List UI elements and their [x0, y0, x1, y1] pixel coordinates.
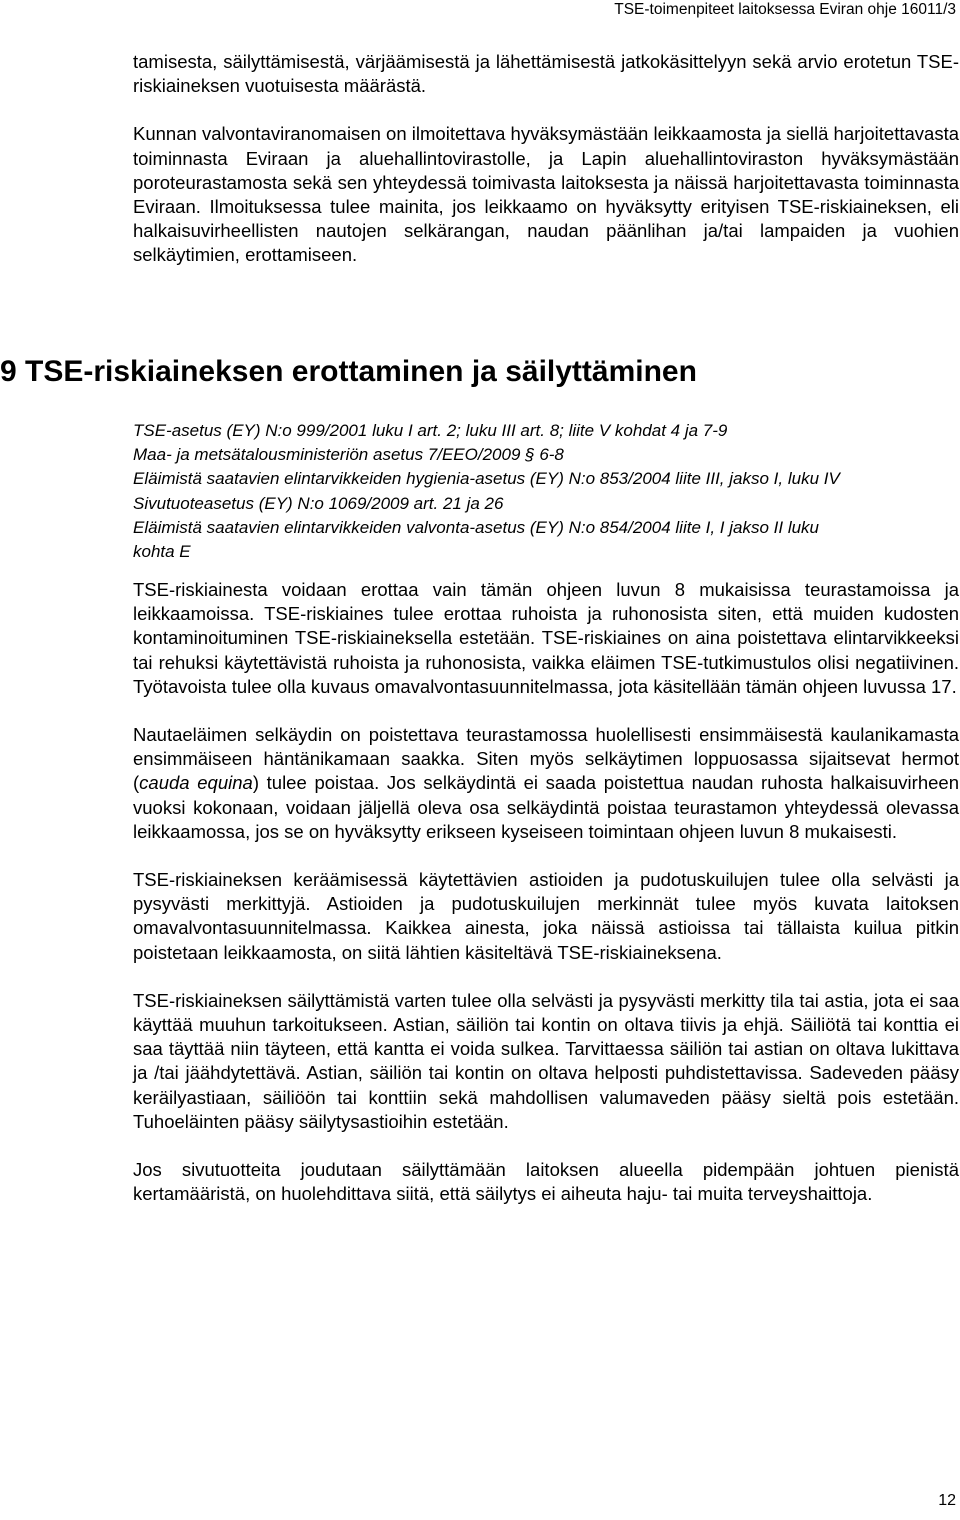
reference-line: Sivutuoteasetus (EY) N:o 1069/2009 art. 21 ja 26 [133, 493, 504, 513]
paragraph-storage: TSE-riskiaineksen säilyttämistä varten tulee olla selvästi ja pysyvästi merkitty tila tai astia, jota ei saa käyttää muuhun tarkoitukseen. Astian, säiliön tai kontin on oltava tiivis ja ehjä. Säiliötä tai konttia ei saa täyttää niin täyteen, että kantta ei voida sulkea. Tarvittaessa säiliön tai astian on oltava lukittava ja /tai jäähdytettävä. Astian, säiliön tai kontin on oltava helposti puhdistettavissa. Sadeveden pääsy keräilyastiaan, säiliöön tai konttiin sekä mahdollisen valumaveden pääsy sieltä pois estetään. Tuhoeläinten pääsy säilytysastioihin estetään. [133, 989, 959, 1132]
latin-term: cauda equina [139, 772, 253, 794]
paragraph-spinal-cord-start: Nautaeläimen selkäydin on poistettava teurastamossa huolellisesti ensimmäisestä kaulanikamasta ensimmäiseen häntänikamaan saakka. Siten myös selkäytimen loppuosassa sijaitsevat hermot ( [133, 724, 959, 794]
reference-line: Eläimistä saatavien elintarvikkeiden valvonta-asetus (EY) N:o 854/2004 liite I, I jakso II luku [133, 517, 820, 537]
paragraph-separation: TSE-riskiainesta voidaan erottaa vain tämän ohjeen luvun 8 mukaisissa teurastamoissa ja leikkaamoissa. TSE-riskiaines tulee erottaa ruhoista ja ruhonosista siten, että muiden kudosten kontaminoituminen TSE-riskiaineksella estetään. TSE-riskiaines on aina poistettava elintarvikkeeksi tai rehuksi käytettävistä ruhoista ja ruhonosista, vaikka eläimen TSE-tutkimustulos olisi negatiivinen. Työtavoista tulee olla kuvaus omavalvontasuunnitelmassa, jota käsitellään tämän ohjeen luvussa 17. [133, 579, 959, 697]
running-header: TSE-toimenpiteet laitoksessa Eviran ohje 16011/3 [614, 1, 956, 18]
intro-paragraph-1: tamisesta, säilyttämisestä, värjäämisestä ja lähettämisestä jatkokäsittelyyn sekä arvio erotetun TSE-riskiaineksen vuotuisesta määrästä. [133, 51, 959, 97]
paragraph-spinal-cord [133, 723, 959, 844]
paragraph-byproducts: Jos sivutuotteita joudutaan säilyttämään laitoksen alueella pidempään johtuen pienistä kertamääristä, on huolehdittava siitä, että säilytys ei aiheuta haju- tai muita terveyshaittoja. [133, 1159, 959, 1205]
reference-line: Maa- ja metsätalousministeriön asetus 7/EEO/2009 § 6-8 [133, 445, 564, 465]
intro-text [133, 50, 959, 268]
reference-line: Eläimistä saatavien elintarvikkeiden hygienia-asetus (EY) N:o 853/2004 liite III, jakso I, luku IV [133, 469, 840, 489]
section-body [133, 578, 959, 1230]
paragraph-containers: TSE-riskiaineksen keräämisessä käytettävien astioiden ja pudotuskuilujen tulee olla selvästi ja pysyvästi merkittyjä. Astioiden ja pudotuskuilujen merkinnät tulee myös kuvata laitoksen omavalvontasuunnitelmassa. Kaikkea ainesta, joka näissä astioissa tai tällaista kuilua pitkin poistetaan leikkaamosta, on siitä lähtien käsiteltävä TSE-riskiaineksena. [133, 869, 959, 963]
reference-line: kohta E [133, 542, 191, 562]
section-heading: 9 TSE-riskiaineksen erottaminen ja säilyttäminen [0, 355, 697, 388]
page-number: 12 [938, 1492, 956, 1509]
legal-references [133, 419, 959, 564]
intro-paragraph-2: Kunnan valvontaviranomaisen on ilmoitettava hyväksymästään leikkaamosta ja siellä harjoitettavasta toiminnasta Eviraan ja aluehallintovirastolle, ja Lapin aluehallintoviraston hyväksymästään poroteurastamosta sekä sen yhteydessä toimivasta laitoksesta ja näissä harjoitettavasta toiminnasta Eviraan. Ilmoituksessa tulee mainita, jos leikkaamo on hyväksytty erityisen TSE-riskiaineksen, eli halkaisuvirheellisten nautojen selkärangan, naudan päänlihan ja/tai lampaiden ja vuohien selkäytimien, erottamiseen. [133, 123, 959, 266]
paragraph-spinal-cord-end: ) tulee poistaa. Jos selkäydintä ei saada poistettua naudan ruhosta halkaisuvirheen vuoksi kokonaan, voidaan jäljellä oleva osa selkäydintä poistaa teurastamon yhteydessä olevassa leikkaamossa, jos se on hyväksytty erikseen kyseiseen toimintaan ohjeen luvun 8 mukaisesti. [133, 772, 959, 842]
reference-line: TSE-asetus (EY) N:o 999/2001 luku I art. 2; luku III art. 8; liite V kohdat 4 ja 7-9 [133, 421, 728, 440]
